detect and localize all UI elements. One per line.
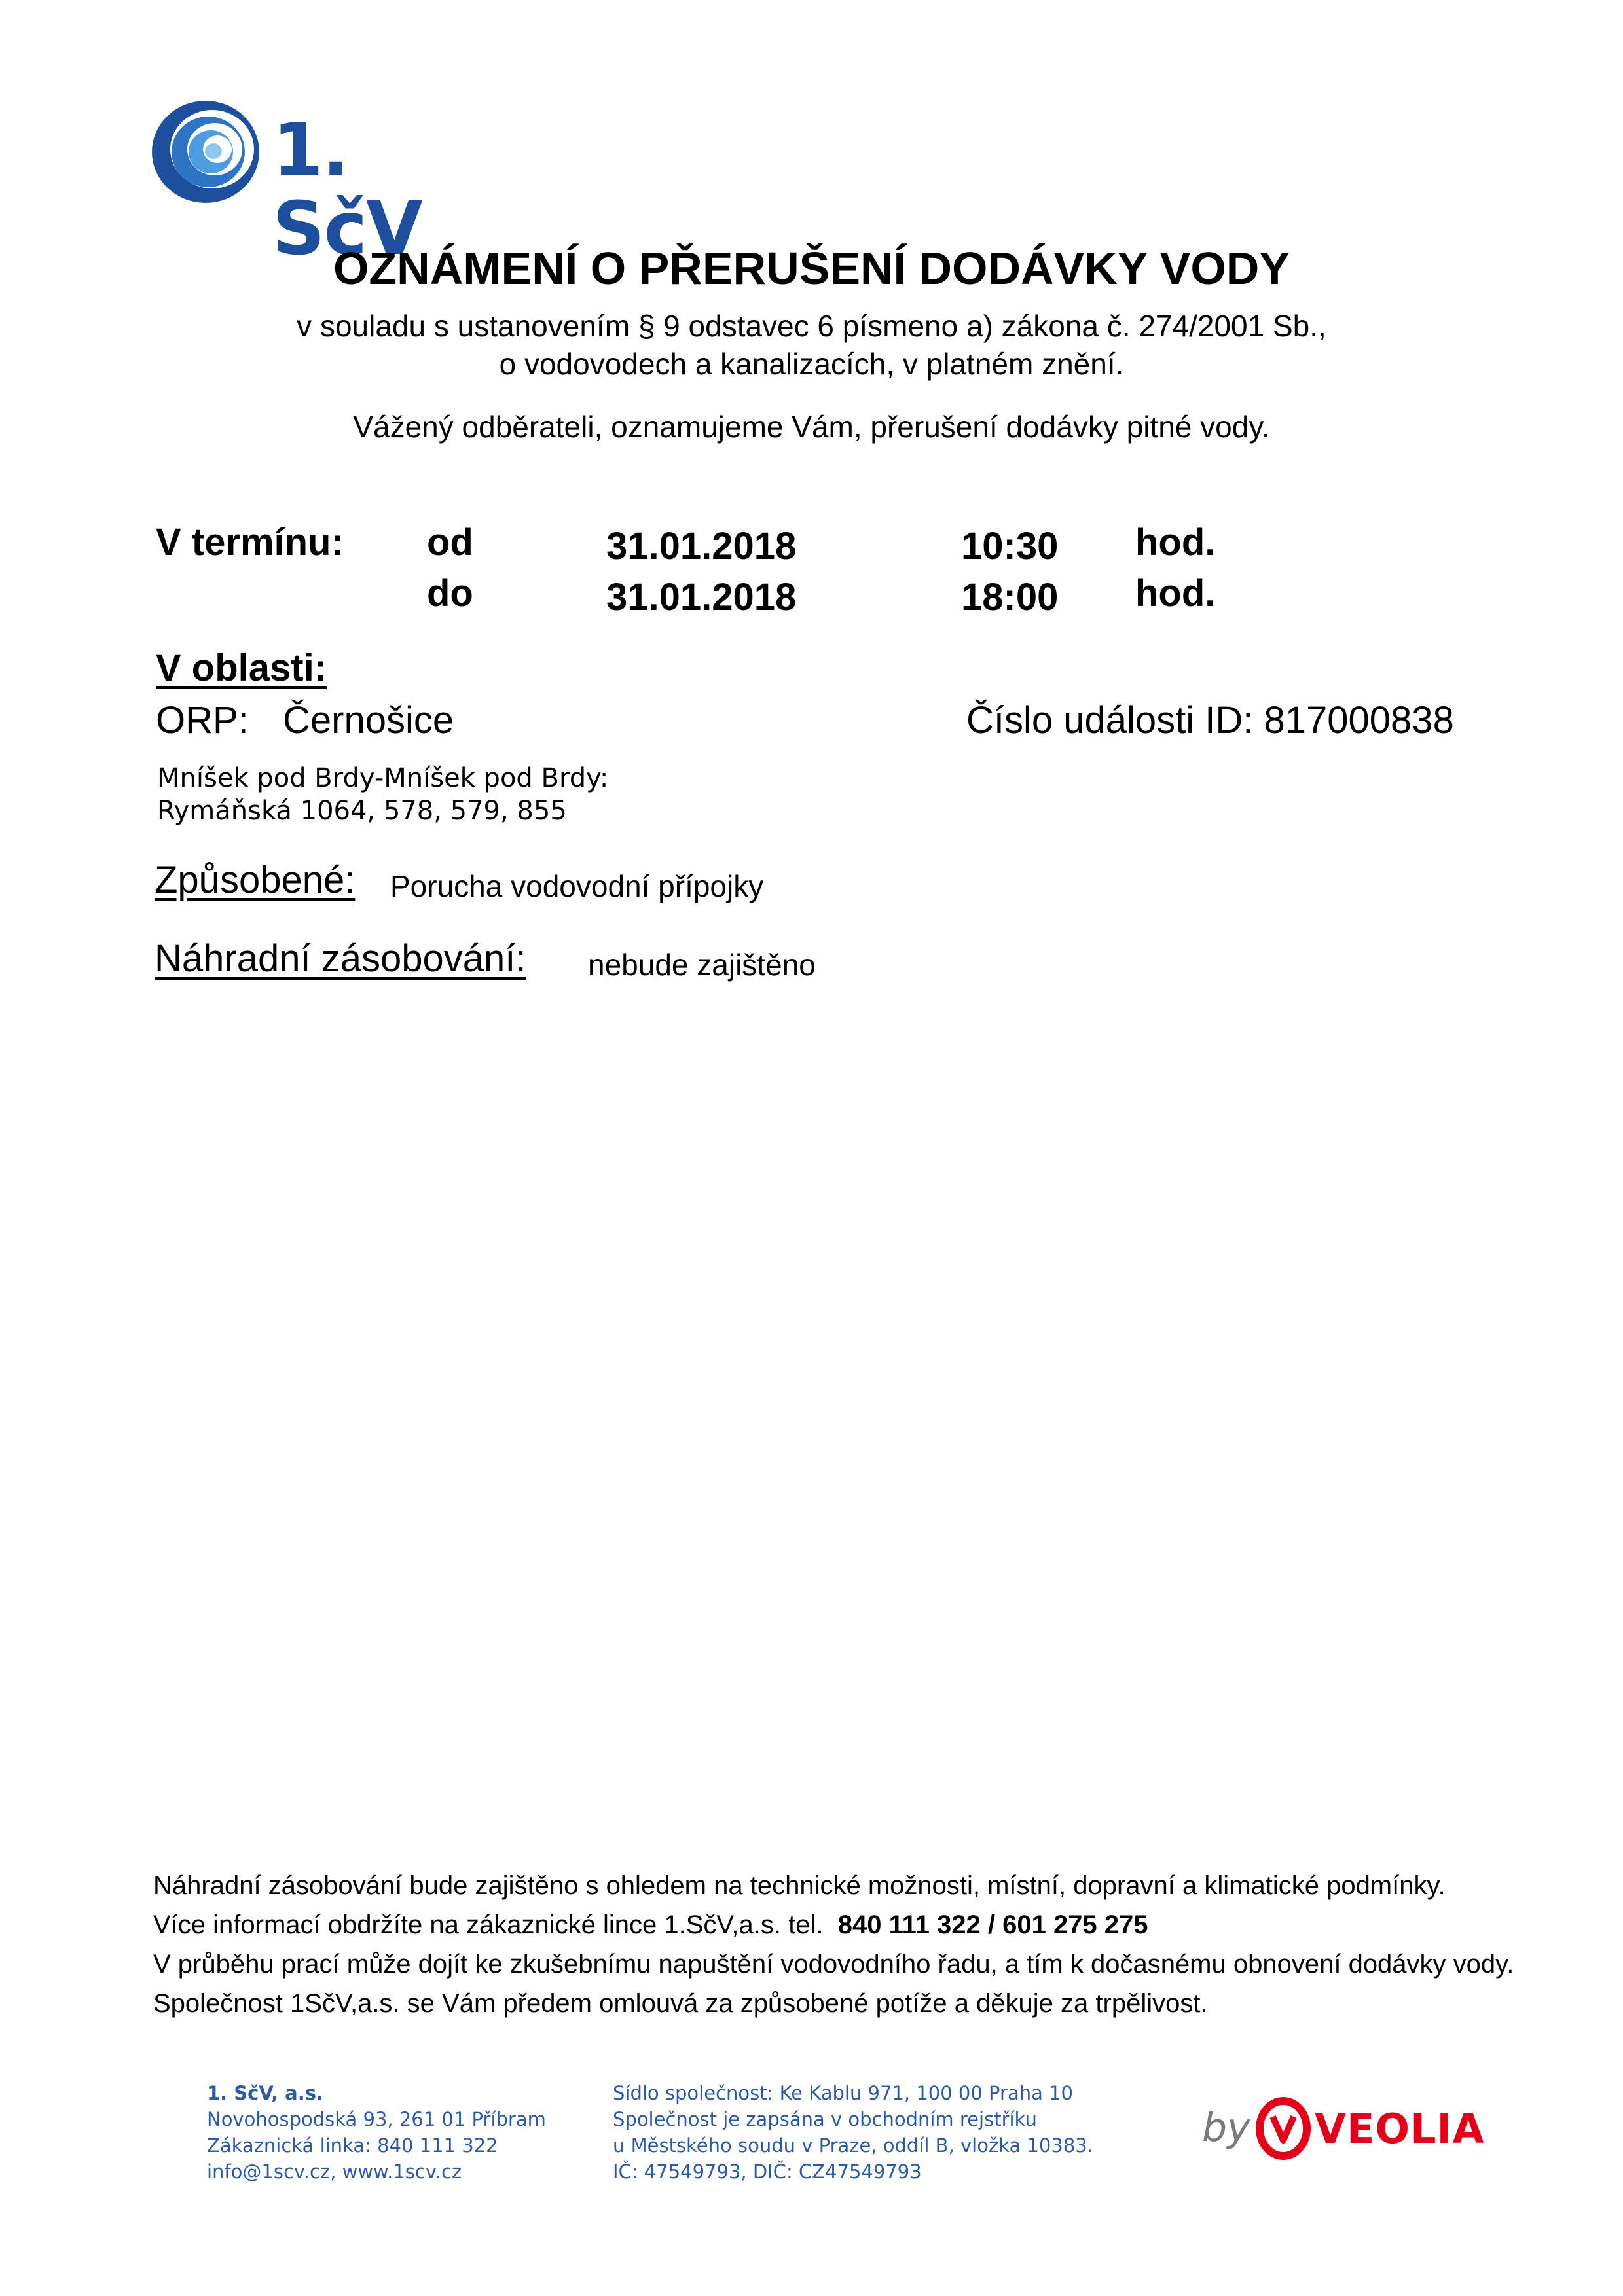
from-unit: hod. — [1135, 521, 1216, 564]
footer-company-hotline: Zákaznická linka: 840 111 322 — [207, 2134, 498, 2157]
veolia-by-text: by — [1202, 2105, 1250, 2151]
law-reference-line-1: v souladu s ustanovením § 9 odstavec 6 písmeno a) zákona č. 274/2001 Sb., — [297, 309, 1326, 343]
note-line: Náhradní zásobování bude zajištěno s ohledem na technické možnosti, místní, dopravní a klimatické podmínky. — [153, 1871, 1446, 1900]
area-label: V oblasti: — [156, 647, 327, 689]
replacement-supply-value: nebude zajištěno — [588, 948, 816, 982]
location-line: Rymáňská 1064, 578, 579, 855 — [157, 796, 567, 826]
orp-value: Černošice — [283, 699, 454, 742]
water-swirl-icon — [149, 97, 264, 206]
page-title: OZNÁMENÍ O PŘERUŠENÍ DODÁVKY VODY — [333, 243, 1290, 294]
note-line: V průběhu prací může dojít ke zkušebnímu napuštění vodovodního řadu, a tím k dočasnému obnovení dodávky vody. — [153, 1950, 1514, 1979]
term-label: V termínu: — [156, 521, 344, 564]
footer-registration-line: u Městského soudu v Praze, oddíl B, vložka 10383. — [613, 2134, 1093, 2157]
cause-label: Způsobené: — [155, 859, 356, 901]
footer-company-web: info@1scv.cz, www.1scv.cz — [207, 2161, 462, 2183]
footer-seat-address: Sídlo společnost: Ke Kablu 971, 100 00 Praha 10 — [613, 2082, 1073, 2104]
from-time: 10:30 — [961, 525, 1059, 567]
footer-registration-line: Společnost je zapsána v obchodním rejstříku — [613, 2108, 1037, 2130]
note-line-hotline — [153, 1909, 1148, 1941]
veolia-mark-icon — [1256, 2097, 1311, 2160]
note-hotline-text: Více informací obdržíte na zákaznické lince 1.SčV,a.s. tel. — [153, 1910, 824, 1939]
to-time: 18:00 — [961, 576, 1059, 619]
from-date: 31.01.2018 — [606, 525, 797, 567]
to-unit: hod. — [1135, 572, 1216, 615]
orp-label: ORP: — [156, 699, 249, 742]
veolia-wordmark: VEOLIA — [1315, 2105, 1485, 2153]
to-label: do — [427, 572, 473, 615]
greeting-text: Vážený odběrateli, oznamujeme Vám, přerušení dodávky pitné vody. — [353, 410, 1270, 444]
hotline-phone: 840 111 322 / 601 275 275 — [837, 1910, 1148, 1939]
replacement-supply-label: Náhradní zásobování: — [155, 937, 526, 980]
note-line: Společnost 1SčV,a.s. se Vám předem omlouvá za způsobené potíže a děkuje za trpělivost. — [153, 1989, 1208, 2018]
logo-text: 1. SčV — [272, 108, 422, 272]
footer-company-ids: IČ: 47549793, DIČ: CZ47549793 — [613, 2161, 922, 2183]
footer-company-name: 1. SčV, a.s. — [207, 2082, 324, 2104]
event-id: Číslo události ID: 817000838 — [966, 699, 1454, 742]
cause-value: Porucha vodovodní přípojky — [390, 869, 764, 903]
law-reference-line-2: o vodovodech a kanalizacích, v platném znění. — [499, 347, 1124, 381]
company-logo — [149, 97, 503, 272]
veolia-logo — [1202, 2093, 1485, 2165]
footer-company-address: Novohospodská 93, 261 01 Příbram — [207, 2108, 546, 2130]
from-label: od — [427, 521, 473, 564]
to-date: 31.01.2018 — [606, 576, 797, 619]
location-line: Mníšek pod Brdy-Mníšek pod Brdy: — [157, 763, 609, 793]
